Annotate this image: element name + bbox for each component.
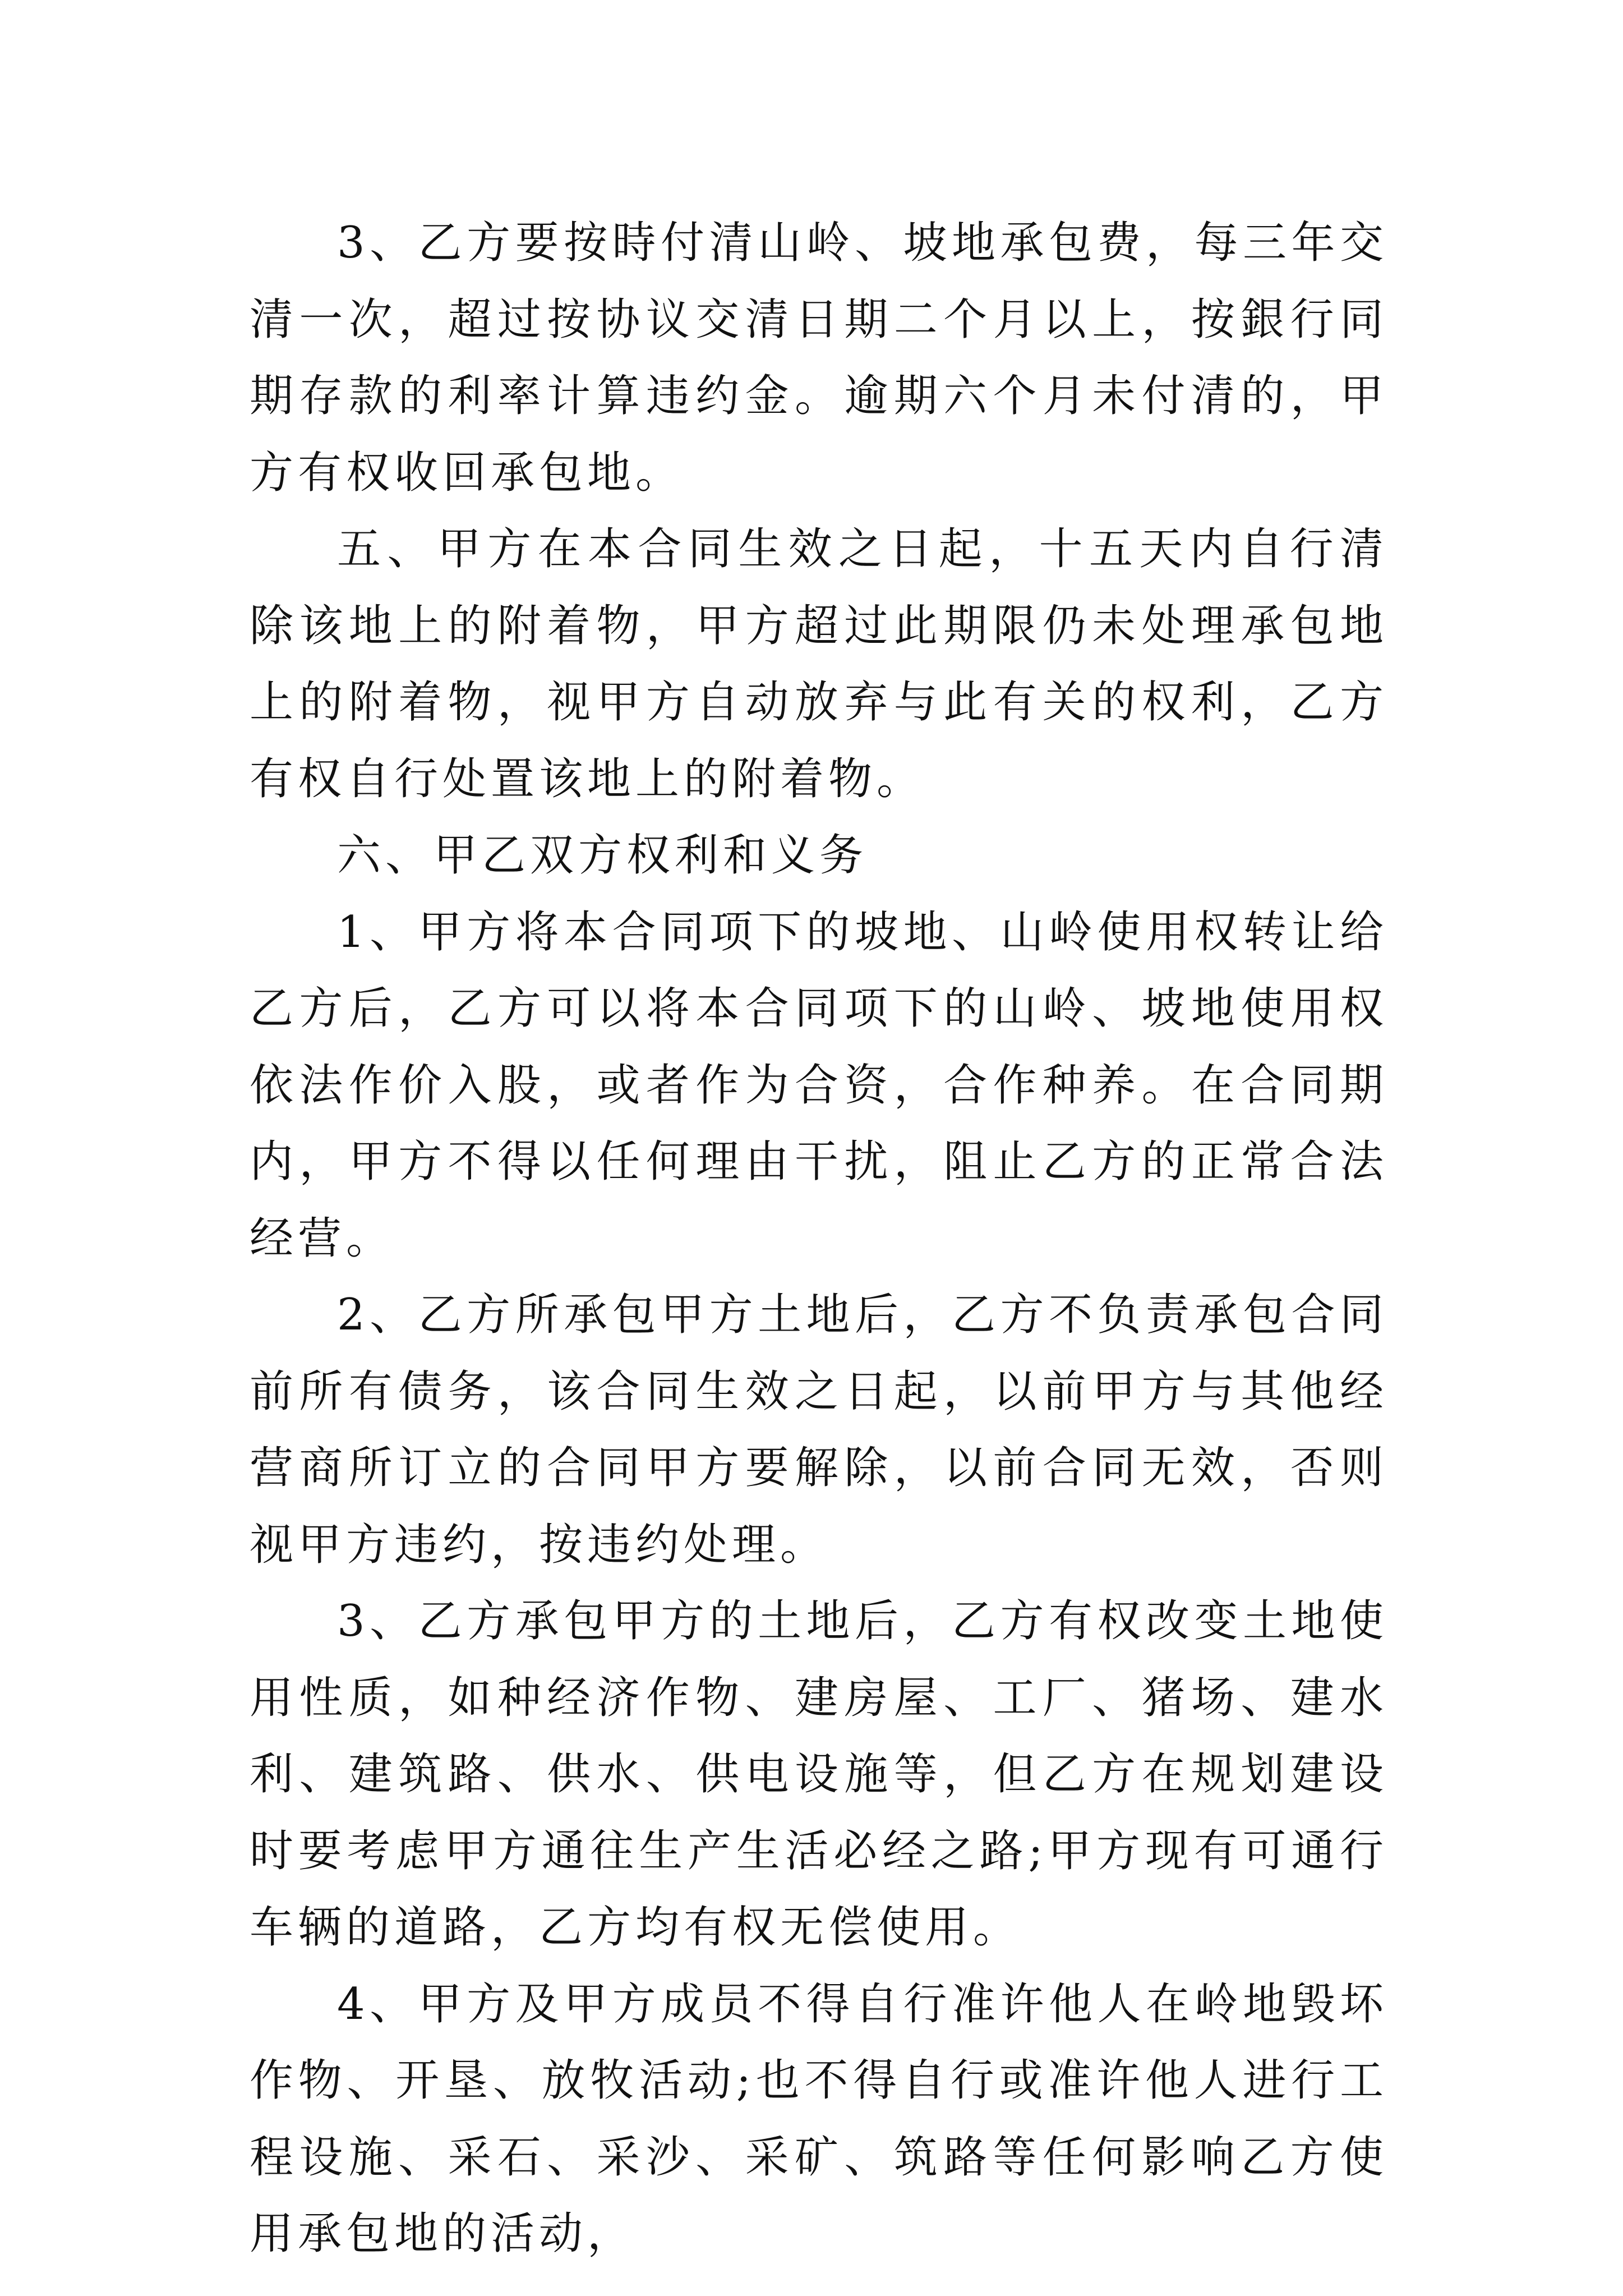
paragraph-clause-1-transfer: 1、甲方将本合同项下的坡地、山岭使用权转让给乙方后，乙方可以将本合同项下的山岭、坡地使用权依法作价入股，或者作为合资，合作种养。在合同期内，甲方不得以任何理由干扰，阻止乙方的正常合法经营。 [250,907,1388,1264]
paragraph-clause-3-payment: 3、乙方要按時付清山岭、坡地承包费，每三年交清一次，超过按协议交清日期二个月以上，按銀行同期存款的利率计算违约金。逾期六个月未付清的，甲方有权收回承包地。 [250,218,1388,498]
document-body [250,205,1388,2272]
paragraph-clause-2-debts: 2、乙方所承包甲方土地后，乙方不负责承包合同前所有债务，该合同生效之日起，以前甲方与其他经营商所订立的合同甲方要解除，以前合同无效，否则视甲方违约，按违约处理。 [250,1290,1388,1570]
paragraph-clause-3-land-use: 3、乙方承包甲方的土地后，乙方有权改变土地使用性质，如种经济作物、建房屋、工厂、猪场、建水利、建筑路、供水、供电设施等，但乙方在规划建设时要考虑甲方通往生产生活必经之路;甲方现有可通行车辆的道路，乙方均有权无偿使用。 [250,1596,1388,1953]
paragraph-section-5-attachments: 五、甲方在本合同生效之日起，十五天内自行清除该地上的附着物，甲方超过此期限仍未处理承包地上的附着物，视甲方自动放弃与此有关的权利，乙方有权自行处置该地上的附着物。 [250,524,1388,804]
paragraph-clause-4-restrictions: 4、甲方及甲方成员不得自行准许他人在岭地毁坏作物、开垦、放牧活动;也不得自行或准许他人进行工程设施、采石、采沙、采矿、筑路等任何影响乙方使用承包地的活动， [250,1978,1388,2259]
paragraph-section-6-heading: 六、甲乙双方权利和义务 [337,830,868,881]
